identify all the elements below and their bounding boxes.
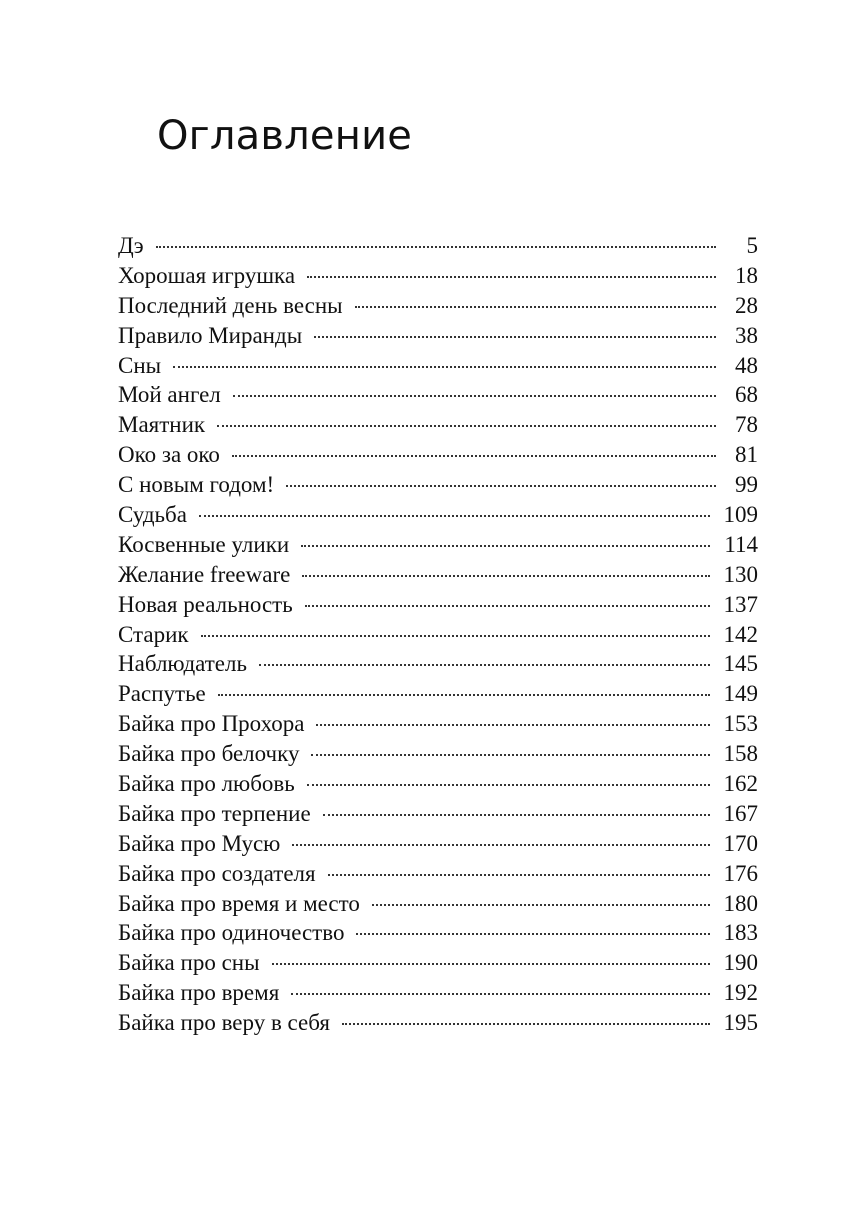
toc-entry-title: Мой ангел xyxy=(118,382,221,408)
toc-page-number: 78 xyxy=(735,412,758,438)
toc-page-number: 176 xyxy=(723,860,758,886)
toc-entry-title: Новая реальность xyxy=(118,591,293,617)
table-of-contents xyxy=(118,231,758,1038)
dot-leader xyxy=(259,664,710,666)
dot-leader xyxy=(232,455,716,457)
toc-entry-title: Маятник xyxy=(118,412,206,438)
toc-entry xyxy=(118,649,758,679)
toc-entry-title: Байка про время и место xyxy=(118,890,360,916)
toc-entry-title: Сны xyxy=(118,352,162,378)
toc-page-number: 38 xyxy=(735,322,758,348)
toc-heading: Оглавление xyxy=(157,113,413,159)
dot-leader xyxy=(355,306,716,308)
toc-entry xyxy=(118,440,758,470)
toc-entry-title: Байка про создателя xyxy=(118,860,316,886)
toc-entry xyxy=(118,918,758,948)
toc-entry xyxy=(118,380,758,410)
dot-leader xyxy=(217,425,716,427)
toc-entry xyxy=(118,321,758,351)
toc-page-number: 68 xyxy=(735,382,758,408)
toc-page-number: 142 xyxy=(723,621,758,647)
dot-leader xyxy=(307,784,710,786)
toc-page-number: 158 xyxy=(723,741,758,767)
toc-page-number: 190 xyxy=(723,950,758,976)
dot-leader xyxy=(301,545,710,547)
toc-entry xyxy=(118,739,758,769)
toc-entry xyxy=(118,231,758,261)
dot-leader xyxy=(307,276,716,278)
toc-entry xyxy=(118,1008,758,1038)
toc-entry xyxy=(118,889,758,919)
toc-page-number: 195 xyxy=(723,1010,758,1036)
toc-entry xyxy=(118,799,758,829)
toc-entry xyxy=(118,679,758,709)
toc-entry-title: Байка про сны xyxy=(118,950,260,976)
toc-page-number: 5 xyxy=(746,233,758,258)
toc-entry-title: Последний день весны xyxy=(118,292,343,318)
toc-entry xyxy=(118,351,758,381)
toc-entry xyxy=(118,978,758,1008)
toc-entry-title: Косвенные улики xyxy=(118,531,290,557)
toc-entry-title: Око за око xyxy=(118,442,220,468)
toc-entry-title: Байка про время xyxy=(118,980,280,1006)
dot-leader xyxy=(311,754,709,756)
dot-leader xyxy=(328,874,710,876)
dot-leader xyxy=(173,366,716,368)
toc-page-number: 137 xyxy=(723,591,758,617)
toc-entry xyxy=(118,829,758,859)
toc-entry xyxy=(118,948,758,978)
dot-leader xyxy=(199,515,710,517)
dot-leader xyxy=(272,963,710,965)
dot-leader xyxy=(314,336,716,338)
toc-entry-title: Дэ xyxy=(118,233,144,258)
toc-page-number: 162 xyxy=(723,771,758,797)
toc-entry-title: Байка про Мусю xyxy=(118,830,281,856)
toc-entry-title: Байка про любовь xyxy=(118,771,295,797)
toc-page-number: 170 xyxy=(723,830,758,856)
toc-entry-title: Байка про веру в себя xyxy=(118,1010,330,1036)
toc-page-number: 114 xyxy=(724,531,758,557)
toc-entry-title: Байка про терпение xyxy=(118,800,311,826)
toc-page-number: 48 xyxy=(735,352,758,378)
toc-entry-title: Желание freeware xyxy=(118,561,291,587)
toc-entry xyxy=(118,590,758,620)
toc-entry-title: Распутье xyxy=(118,681,206,707)
toc-entry-title: Байка про белочку xyxy=(118,741,300,767)
toc-entry xyxy=(118,470,758,500)
toc-page-number: 167 xyxy=(723,800,758,826)
toc-entry xyxy=(118,291,758,321)
toc-entry xyxy=(118,620,758,650)
toc-page-number: 149 xyxy=(723,681,758,707)
toc-entry-title: Хорошая игрушка xyxy=(118,262,296,288)
toc-entry-title: Байка про одиночество xyxy=(118,920,345,946)
dot-leader xyxy=(323,814,710,816)
toc-page-number: 145 xyxy=(723,651,758,677)
dot-leader xyxy=(342,1023,710,1025)
dot-leader xyxy=(286,485,716,487)
dot-leader xyxy=(156,246,716,248)
dot-leader xyxy=(291,993,709,995)
dot-leader xyxy=(316,724,709,726)
dot-leader xyxy=(218,694,710,696)
toc-page-number: 28 xyxy=(735,292,758,318)
toc-entry xyxy=(118,769,758,799)
toc-entry-title: С новым годом! xyxy=(118,472,275,498)
toc-page-number: 81 xyxy=(735,442,758,468)
toc-page-number: 153 xyxy=(723,711,758,737)
toc-entry-title: Судьба xyxy=(118,502,187,528)
toc-entry xyxy=(118,530,758,560)
toc-page-number: 192 xyxy=(723,980,758,1006)
toc-page-number: 183 xyxy=(723,920,758,946)
toc-page-number: 109 xyxy=(723,502,758,528)
dot-leader xyxy=(233,395,716,397)
toc-page-number: 180 xyxy=(723,890,758,916)
dot-leader xyxy=(372,904,710,906)
toc-page-number: 18 xyxy=(735,262,758,288)
toc-entry xyxy=(118,410,758,440)
toc-entry-title: Старик xyxy=(118,621,189,647)
toc-entry xyxy=(118,261,758,291)
toc-entry xyxy=(118,709,758,739)
toc-page-number: 99 xyxy=(735,472,758,498)
dot-leader xyxy=(292,844,709,846)
dot-leader xyxy=(305,605,710,607)
toc-entry-title: Правило Миранды xyxy=(118,322,303,348)
toc-entry xyxy=(118,560,758,590)
dot-leader xyxy=(356,933,709,935)
dot-leader xyxy=(302,575,709,577)
dot-leader xyxy=(201,635,710,637)
toc-entry-title: Наблюдатель xyxy=(118,651,247,677)
toc-entry xyxy=(118,859,758,889)
toc-page-number: 130 xyxy=(723,561,758,587)
toc-entry-title: Байка про Прохора xyxy=(118,711,305,737)
toc-entry xyxy=(118,500,758,530)
